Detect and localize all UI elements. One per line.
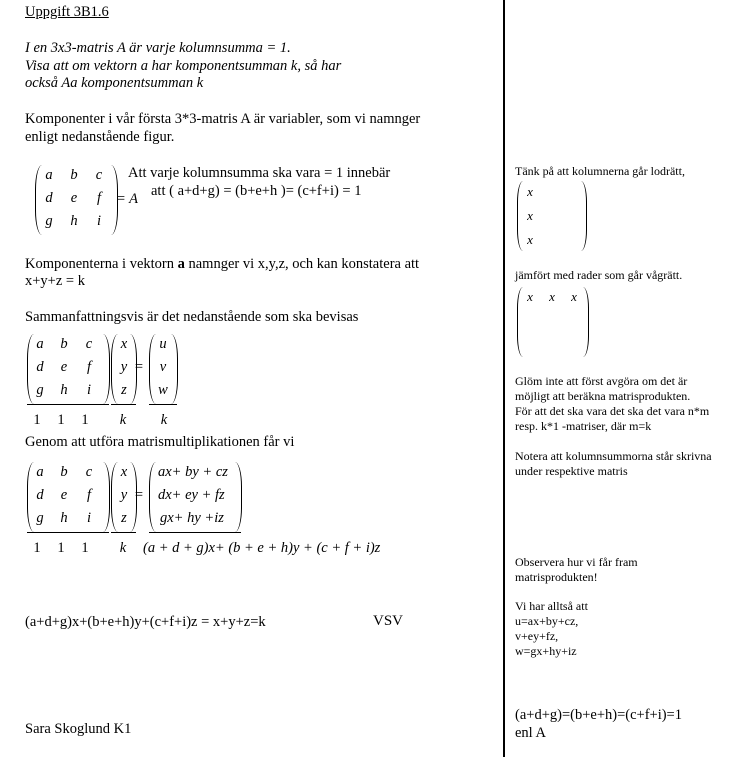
- matrix-cell: b: [60, 464, 68, 480]
- note-line: u=ax+by+cz,: [515, 614, 579, 628]
- note-line: Vi har alltså att: [515, 599, 588, 613]
- note-line: w=gx+hy+iz: [515, 644, 577, 658]
- matrix-cell: e: [60, 359, 68, 375]
- sidebar-note-result: [515, 599, 588, 659]
- matrix-cell: f: [86, 359, 92, 375]
- author: Sara Skoglund K1: [25, 721, 132, 737]
- matrix-cell: h: [60, 510, 68, 526]
- matrix-cell: a: [36, 336, 44, 352]
- column-sum-line-1: Att varje kolumnsumma ska vara = 1 innebär: [128, 165, 391, 181]
- row-example-matrix: [517, 287, 592, 359]
- note-line: Observera hur vi får fram: [515, 555, 638, 569]
- matrix-cell: d: [36, 487, 44, 503]
- page-title: Uppgift 3B1.6: [25, 4, 109, 20]
- note-line: v+ey+fz,: [515, 629, 559, 643]
- underline: [27, 404, 109, 405]
- matrix-cell: g: [36, 382, 44, 398]
- conclusion: (a+d+g)x+(b+e+h)y+(c+f+i)z = x+y+z=k: [25, 614, 266, 630]
- matrix-cell: b: [70, 167, 78, 183]
- matrix-cell: h: [60, 382, 68, 398]
- column-divider: [503, 0, 505, 757]
- problem-line-3: också Aa komponentsumman k: [25, 75, 204, 91]
- result-cell: u: [159, 336, 167, 352]
- column-cell: x: [527, 184, 533, 199]
- equals-sign: =: [134, 359, 144, 375]
- sidebar-note-rows: jämfört med rader som går vågrätt.: [515, 268, 683, 282]
- note-line: Glöm inte att först avgöra om det är: [515, 374, 688, 388]
- matrix-cell: e: [60, 487, 68, 503]
- result-sum: k: [160, 412, 168, 428]
- right-paren: [235, 462, 242, 532]
- underline: [27, 532, 109, 533]
- intro-line-2: enligt nedanstående figur.: [25, 129, 175, 145]
- column-sum: 1: [57, 540, 65, 556]
- intro-line-1: Komponenter i vår första 3*3-matris A är variabler, som vi namnger: [25, 111, 421, 127]
- matrix-cell: f: [86, 487, 92, 503]
- result-sum: (a + d + g)x+ (b + e + h)y + (c + f + i)z: [143, 540, 381, 556]
- column-cell: x: [527, 208, 533, 223]
- summary-text: Sammanfattningsvis är det nedanstående som ska bevisas: [25, 309, 359, 325]
- vector-text-post: namnger vi x,y,z, och kan konstatera att: [184, 256, 420, 272]
- column-example-matrix: [517, 181, 592, 253]
- note-line: enl A: [515, 725, 547, 741]
- sidebar-note-sums: [515, 449, 712, 479]
- matrix-cell: e: [70, 190, 78, 206]
- problem-line-2: Visa att om vektorn a har komponentsumman k, så har: [25, 58, 342, 74]
- note-line: resp. k*1 -matriser, där m=k: [515, 419, 652, 433]
- sidebar-note-check: [515, 374, 709, 434]
- matrix-cell: i: [86, 510, 92, 526]
- right-paren: [581, 181, 587, 251]
- vector-text-pre: Komponenterna i vektorn: [25, 256, 178, 272]
- underline: [149, 532, 241, 533]
- vector-cell: y: [120, 359, 128, 375]
- matrix-cell: g: [45, 213, 53, 229]
- column-sum: 1: [57, 412, 65, 428]
- right-paren: [103, 462, 110, 532]
- note-line: För att det ska vara det ska det vara n*m: [515, 404, 710, 418]
- matrix-cell: d: [45, 190, 53, 206]
- matrix-cell: c: [85, 464, 93, 480]
- matrix-cell: f: [96, 190, 102, 206]
- matrix-cell: h: [70, 213, 78, 229]
- vector-text-line-2: x+y+z = k: [25, 273, 85, 289]
- matrix-a-label: = A: [116, 191, 139, 207]
- equation-1: [27, 334, 267, 444]
- vector-cell: x: [120, 336, 128, 352]
- row-cell: x: [527, 289, 533, 304]
- vsv-label: VSV: [373, 613, 404, 629]
- vector-text-line-1: [25, 255, 419, 273]
- sidebar-note-observe: [515, 555, 638, 585]
- result-cell: w: [158, 382, 168, 398]
- underline: [111, 404, 136, 405]
- left-paren: [149, 462, 156, 532]
- matrix-cell: a: [45, 167, 53, 183]
- underline: [111, 532, 136, 533]
- column-sum: 1: [33, 412, 41, 428]
- result-cell: ax+ by + cz: [158, 464, 228, 480]
- matrix-cell: i: [86, 382, 92, 398]
- matrix-cell: i: [96, 213, 102, 229]
- row-cell: x: [571, 289, 577, 304]
- column-sum: 1: [33, 540, 41, 556]
- row-cell: x: [549, 289, 555, 304]
- matrix-cell: g: [36, 510, 44, 526]
- matrix-cell: d: [36, 359, 44, 375]
- vector-cell: z: [121, 510, 127, 526]
- problem-line-1: I en 3x3-matris A är varje kolumnsumma = 1.: [25, 40, 291, 56]
- result-cell: dx+ ey + fz: [158, 487, 225, 503]
- equals-sign: =: [134, 487, 144, 503]
- right-paren: [103, 334, 110, 404]
- note-line: matrisprodukten!: [515, 570, 598, 584]
- result-cell: gx+ hy +iz: [160, 510, 224, 526]
- equation-2: [27, 462, 427, 562]
- note-line: under respektive matris: [515, 464, 628, 478]
- column-cell: x: [527, 232, 533, 247]
- vector-sum: k: [119, 540, 127, 556]
- result-cell: v: [159, 359, 167, 375]
- multiply-text: Genom att utföra matrismultiplikationen får vi: [25, 434, 295, 450]
- vector-sum: k: [119, 412, 127, 428]
- column-sum: 1: [81, 540, 89, 556]
- matrix-cell: a: [36, 464, 44, 480]
- vector-cell: y: [120, 487, 128, 503]
- column-sum-line-2: att ( a+d+g) = (b+e+h )= (c+f+i) = 1: [151, 183, 362, 199]
- sidebar-note-sum-equals: [515, 706, 682, 742]
- matrix-cell: c: [95, 167, 103, 183]
- matrix-cell: b: [60, 336, 68, 352]
- vector-cell: z: [121, 382, 127, 398]
- vector-a-bold: a: [177, 256, 185, 272]
- note-line: (a+d+g)=(b+e+h)=(c+f+i)=1: [515, 707, 682, 723]
- sidebar-note-columns: Tänk på att kolumnerna går lodrätt,: [515, 164, 685, 178]
- matrix-cell: c: [85, 336, 93, 352]
- underline: [149, 404, 177, 405]
- vector-cell: x: [120, 464, 128, 480]
- note-line: möjligt att beräkna matrisprodukten.: [515, 389, 691, 403]
- matrix-a: [35, 165, 125, 237]
- note-line: Notera att kolumnsummorna står skrivna: [515, 449, 712, 463]
- column-sum: 1: [81, 412, 89, 428]
